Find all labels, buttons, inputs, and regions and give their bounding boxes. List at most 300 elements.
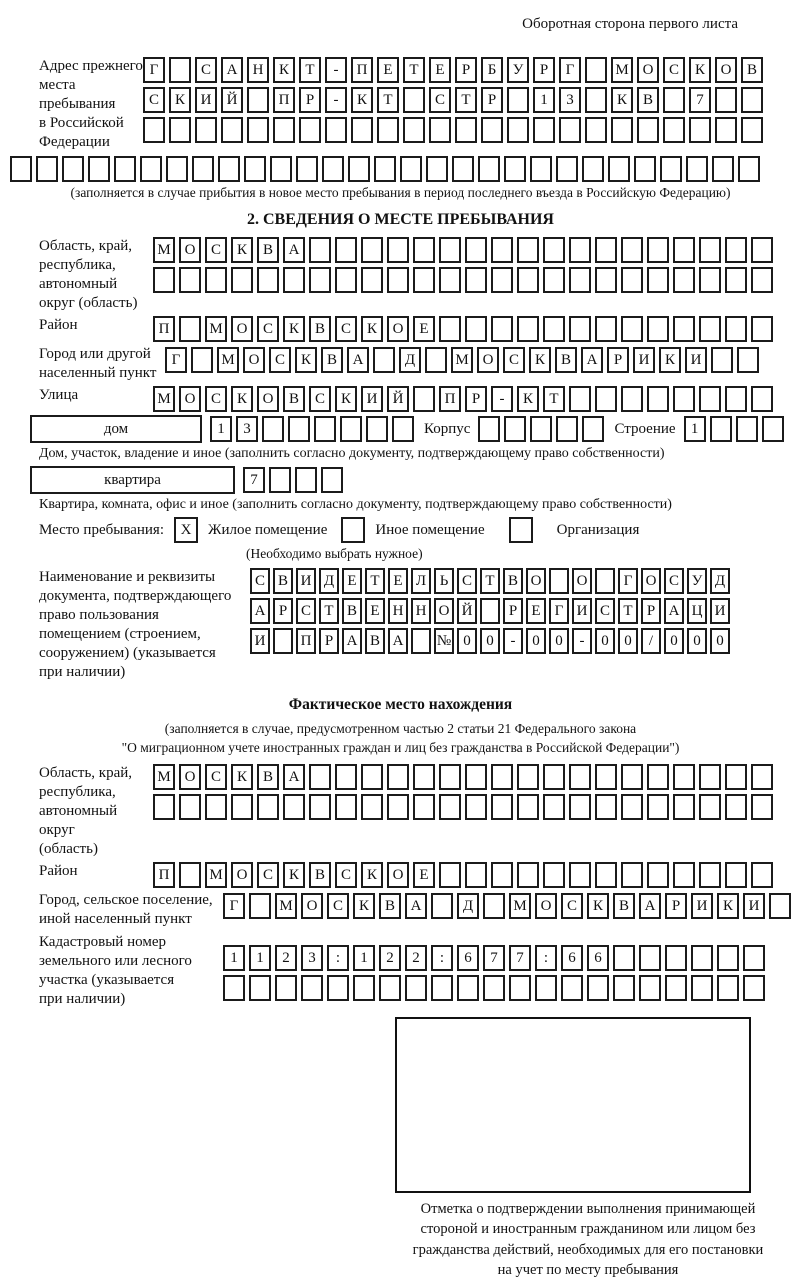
char-cell: У xyxy=(507,57,529,83)
char-cell xyxy=(377,117,399,143)
char-cell xyxy=(582,416,604,442)
char-cell: К xyxy=(231,764,253,790)
char-cell: А xyxy=(581,347,603,373)
char-cell: Л xyxy=(411,568,431,594)
prev-address-rows xyxy=(143,57,767,143)
char-cell: С xyxy=(257,862,279,888)
prev-address-row-1 xyxy=(143,57,767,83)
char-cell xyxy=(296,156,318,182)
char-cell: 0 xyxy=(710,628,730,654)
char-cell xyxy=(585,57,607,83)
char-cell: О xyxy=(477,347,499,373)
char-cell: 0 xyxy=(595,628,615,654)
label-line: на учет по месту пребывания xyxy=(497,1261,679,1278)
label-line: Область, край, xyxy=(39,765,133,781)
char-cell: К xyxy=(351,87,373,113)
char-cell: М xyxy=(153,764,175,790)
char-cell: Й xyxy=(457,598,477,624)
char-cell xyxy=(439,267,461,293)
label-line: Город или другой xyxy=(39,346,151,362)
label-line: Федерации xyxy=(39,134,110,150)
char-cell xyxy=(309,267,331,293)
char-cell xyxy=(169,117,191,143)
char-cell xyxy=(595,862,617,888)
char-cell xyxy=(439,316,461,342)
actual-city-field xyxy=(8,891,793,929)
label-line: право пользования xyxy=(39,607,159,623)
house-number-cells xyxy=(210,416,418,442)
char-cell xyxy=(322,156,344,182)
label-line: Наименование и реквизиты xyxy=(39,569,216,585)
char-cell: В xyxy=(321,347,343,373)
char-cell xyxy=(710,416,732,442)
char-cell: 3 xyxy=(301,945,323,971)
char-cell: Е xyxy=(388,568,408,594)
char-cell: О xyxy=(535,893,557,919)
char-cell: У xyxy=(687,568,707,594)
label-line: сооружением) (указывается xyxy=(39,645,216,661)
char-cell xyxy=(691,975,713,1001)
char-cell xyxy=(717,975,739,1001)
label-line: места пребывания xyxy=(39,77,116,112)
region-field xyxy=(8,237,793,313)
char-cell xyxy=(725,237,747,263)
char-cell xyxy=(751,237,773,263)
char-cell xyxy=(270,156,292,182)
char-cell xyxy=(205,267,227,293)
char-cell xyxy=(647,862,669,888)
char-cell xyxy=(517,862,539,888)
char-cell xyxy=(751,267,773,293)
char-cell xyxy=(595,267,617,293)
char-cell: 6 xyxy=(587,945,609,971)
char-cell: Т xyxy=(299,57,321,83)
char-cell xyxy=(569,764,591,790)
char-cell: 6 xyxy=(457,945,479,971)
char-cell xyxy=(595,386,617,412)
char-cell: 7 xyxy=(689,87,711,113)
apartment-cells xyxy=(243,467,347,493)
char-cell: Е xyxy=(413,316,435,342)
char-cell xyxy=(613,975,635,1001)
checkbox-residential: X xyxy=(174,517,198,543)
actual-district-label: Район xyxy=(39,863,78,879)
char-cell: Г xyxy=(618,568,638,594)
char-cell xyxy=(465,764,487,790)
char-cell xyxy=(621,267,643,293)
char-cell xyxy=(639,945,661,971)
char-cell xyxy=(257,794,279,820)
char-cell xyxy=(179,794,201,820)
label-line: округ (область) xyxy=(39,295,138,311)
option-residential-label: Жилое помещение xyxy=(208,521,328,538)
actual-region-row-1 xyxy=(153,764,777,790)
char-cell xyxy=(647,267,669,293)
char-cell: Р xyxy=(665,893,687,919)
char-cell xyxy=(549,568,569,594)
char-cell xyxy=(179,862,201,888)
char-cell: К xyxy=(335,386,357,412)
char-cell xyxy=(387,267,409,293)
char-cell: И xyxy=(710,598,730,624)
char-cell: Т xyxy=(543,386,565,412)
char-cell xyxy=(114,156,136,182)
street-field xyxy=(8,386,793,412)
label-line: при наличии) xyxy=(39,664,126,680)
char-cell xyxy=(517,764,539,790)
char-cell: О xyxy=(526,568,546,594)
char-cell: - xyxy=(503,628,523,654)
char-cell xyxy=(223,975,245,1001)
korpus-cells xyxy=(478,416,608,442)
char-cell: А xyxy=(250,598,270,624)
confirmation-mark-box xyxy=(395,1017,751,1193)
char-cell xyxy=(465,794,487,820)
char-cell: А xyxy=(342,628,362,654)
char-cell xyxy=(439,764,461,790)
char-cell: К xyxy=(587,893,609,919)
char-cell xyxy=(517,316,539,342)
char-cell: К xyxy=(273,57,295,83)
char-cell: В xyxy=(555,347,577,373)
char-cell: С xyxy=(327,893,349,919)
char-cell xyxy=(465,316,487,342)
char-cell: 3 xyxy=(236,416,258,442)
char-cell: В xyxy=(379,893,401,919)
char-cell xyxy=(556,416,578,442)
char-cell xyxy=(373,347,395,373)
char-cell: В xyxy=(637,87,659,113)
char-cell: 1 xyxy=(353,945,375,971)
char-cell xyxy=(366,416,388,442)
street-label: Улица xyxy=(39,387,79,403)
char-cell: В xyxy=(283,386,305,412)
char-cell: К xyxy=(283,862,305,888)
char-cell: Т xyxy=(319,598,339,624)
char-cell: Е xyxy=(526,598,546,624)
label-line: гражданства действий, необходимых для его постановки xyxy=(412,1241,764,1258)
char-cell xyxy=(269,467,291,493)
char-cell xyxy=(321,467,343,493)
char-cell: С xyxy=(664,568,684,594)
char-cell xyxy=(36,156,58,182)
char-cell: О xyxy=(231,862,253,888)
char-cell xyxy=(179,316,201,342)
char-cell xyxy=(273,117,295,143)
char-cell xyxy=(569,794,591,820)
char-cell: С xyxy=(561,893,583,919)
char-cell xyxy=(582,156,604,182)
actual-city-label xyxy=(8,891,223,929)
district-label: Район xyxy=(39,317,78,333)
char-cell: В xyxy=(309,862,331,888)
label-line: населенный пункт xyxy=(39,365,157,381)
label-line: республика, xyxy=(39,784,116,800)
char-cell xyxy=(491,316,513,342)
char-cell xyxy=(556,156,578,182)
option-other-premises-label: Иное помещение xyxy=(375,521,485,538)
char-cell: М xyxy=(205,316,227,342)
char-cell xyxy=(413,764,435,790)
char-cell: В xyxy=(503,568,523,594)
char-cell xyxy=(205,794,227,820)
apartment-type-box: квартира xyxy=(30,466,235,494)
char-cell xyxy=(283,794,305,820)
char-cell xyxy=(751,862,773,888)
char-cell xyxy=(153,794,175,820)
char-cell: С xyxy=(205,764,227,790)
char-cell: О xyxy=(301,893,323,919)
char-cell: К xyxy=(611,87,633,113)
char-cell: К xyxy=(283,316,305,342)
char-cell: К xyxy=(361,316,383,342)
city-label xyxy=(8,345,165,383)
char-cell xyxy=(249,975,271,1001)
char-cell: С xyxy=(335,862,357,888)
char-cell: С xyxy=(457,568,477,594)
char-cell: С xyxy=(663,57,685,83)
char-cell xyxy=(673,237,695,263)
char-cell xyxy=(351,117,373,143)
city-row xyxy=(165,347,763,373)
char-cell xyxy=(660,156,682,182)
char-cell xyxy=(335,237,357,263)
char-cell xyxy=(478,416,500,442)
char-cell xyxy=(10,156,32,182)
char-cell xyxy=(673,386,695,412)
char-cell xyxy=(244,156,266,182)
char-cell: 3 xyxy=(559,87,581,113)
actual-region-rows xyxy=(153,764,777,820)
korpus-label: Корпус xyxy=(424,420,471,437)
char-cell: П xyxy=(153,316,175,342)
prev-address-row-2 xyxy=(143,87,767,113)
char-cell xyxy=(543,862,565,888)
char-cell xyxy=(530,416,552,442)
char-cell xyxy=(673,862,695,888)
char-cell: К xyxy=(361,862,383,888)
char-cell xyxy=(665,975,687,1001)
char-cell xyxy=(595,568,615,594)
char-cell: Т xyxy=(455,87,477,113)
char-cell xyxy=(543,267,565,293)
document-label xyxy=(8,568,250,682)
char-cell: В xyxy=(741,57,763,83)
char-cell: К xyxy=(231,237,253,263)
char-cell: Т xyxy=(480,568,500,594)
char-cell: Р xyxy=(481,87,503,113)
cadastral-rows xyxy=(223,945,769,1001)
char-cell: Н xyxy=(411,598,431,624)
char-cell: 1 xyxy=(210,416,232,442)
char-cell xyxy=(569,386,591,412)
label-line: Отметка о подтверждении выполнения принимающей xyxy=(420,1201,756,1217)
char-cell: О xyxy=(257,386,279,412)
char-cell xyxy=(517,794,539,820)
char-cell xyxy=(725,316,747,342)
char-cell xyxy=(413,237,435,263)
char-cell: Д xyxy=(399,347,421,373)
char-cell: Й xyxy=(387,386,409,412)
char-cell: В xyxy=(342,598,362,624)
char-cell xyxy=(429,117,451,143)
char-cell xyxy=(309,237,331,263)
char-cell: С xyxy=(250,568,270,594)
char-cell: С xyxy=(257,316,279,342)
char-cell xyxy=(611,117,633,143)
char-cell xyxy=(762,416,784,442)
cadastral-field xyxy=(8,933,793,1009)
char-cell: 7 xyxy=(509,945,531,971)
char-cell xyxy=(569,237,591,263)
char-cell: 1 xyxy=(249,945,271,971)
char-cell: С xyxy=(429,87,451,113)
char-cell: П xyxy=(439,386,461,412)
char-cell xyxy=(621,237,643,263)
char-cell: В xyxy=(257,237,279,263)
char-cell: С xyxy=(205,237,227,263)
char-cell: Т xyxy=(377,87,399,113)
char-cell xyxy=(392,416,414,442)
char-cell xyxy=(379,975,401,1001)
char-cell xyxy=(301,975,323,1001)
char-cell xyxy=(751,794,773,820)
char-cell xyxy=(361,764,383,790)
label-line: иной населенный пункт xyxy=(39,911,192,927)
char-cell: Р xyxy=(319,628,339,654)
char-cell xyxy=(712,156,734,182)
char-cell xyxy=(715,87,737,113)
char-cell: 2 xyxy=(275,945,297,971)
char-cell xyxy=(559,117,581,143)
char-cell: А xyxy=(639,893,661,919)
char-cell xyxy=(439,237,461,263)
char-cell xyxy=(725,794,747,820)
char-cell xyxy=(504,416,526,442)
char-cell xyxy=(295,467,317,493)
prev-address-field xyxy=(8,57,793,152)
char-cell: Р xyxy=(503,598,523,624)
actual-district-field xyxy=(8,862,793,888)
char-cell xyxy=(491,237,513,263)
char-cell xyxy=(561,975,583,1001)
char-cell: М xyxy=(217,347,239,373)
char-cell: Т xyxy=(618,598,638,624)
char-cell xyxy=(595,794,617,820)
char-cell xyxy=(353,975,375,1001)
label-line: автономный xyxy=(39,276,118,292)
char-cell: 0 xyxy=(664,628,684,654)
char-cell xyxy=(169,57,191,83)
char-cell: О xyxy=(641,568,661,594)
char-cell: А xyxy=(388,628,408,654)
char-cell xyxy=(699,267,721,293)
char-cell xyxy=(491,267,513,293)
char-cell: Й xyxy=(221,87,243,113)
char-cell: № xyxy=(434,628,454,654)
char-cell xyxy=(504,156,526,182)
label-line: участка (указывается xyxy=(39,972,175,988)
char-cell: 2 xyxy=(379,945,401,971)
char-cell: И xyxy=(572,598,592,624)
char-cell xyxy=(361,794,383,820)
char-cell: Г xyxy=(165,347,187,373)
char-cell: С xyxy=(269,347,291,373)
char-cell xyxy=(647,237,669,263)
document-field xyxy=(8,568,793,682)
char-cell: 7 xyxy=(483,945,505,971)
char-cell: 0 xyxy=(480,628,500,654)
char-cell xyxy=(665,945,687,971)
apartment-caption: Квартира, комната, офис и иное (заполнить согласно документу, подтверждающему право собственности) xyxy=(39,497,672,512)
city-field xyxy=(8,345,793,383)
char-cell: О xyxy=(434,598,454,624)
char-cell xyxy=(231,794,253,820)
char-cell: С xyxy=(195,57,217,83)
char-cell xyxy=(273,628,293,654)
char-cell xyxy=(262,416,284,442)
char-cell: М xyxy=(153,237,175,263)
char-cell xyxy=(637,117,659,143)
char-cell: И xyxy=(361,386,383,412)
char-cell xyxy=(299,117,321,143)
prev-address-caption: (заполняется в случае прибытия в новое место пребывания в период последнего въезда в Российскую Федерацию) xyxy=(70,185,731,200)
char-cell xyxy=(348,156,370,182)
stay-type-row xyxy=(39,517,793,543)
char-cell: Р xyxy=(607,347,629,373)
char-cell: : xyxy=(327,945,349,971)
district-row xyxy=(153,316,777,342)
char-cell: И xyxy=(195,87,217,113)
char-cell: 7 xyxy=(243,467,265,493)
house-type-box: дом xyxy=(30,415,202,443)
char-cell xyxy=(699,316,721,342)
stay-type-hint: (Необходимо выбрать нужное) xyxy=(246,546,423,561)
label-line: в Российской xyxy=(39,115,124,131)
char-cell xyxy=(743,945,765,971)
char-cell xyxy=(751,386,773,412)
char-cell: В xyxy=(273,568,293,594)
char-cell xyxy=(608,156,630,182)
char-cell xyxy=(569,862,591,888)
char-cell: Е xyxy=(377,57,399,83)
char-cell: В xyxy=(365,628,385,654)
char-cell xyxy=(509,975,531,1001)
char-cell xyxy=(725,764,747,790)
char-cell xyxy=(413,386,435,412)
char-cell xyxy=(663,87,685,113)
char-cell xyxy=(741,87,763,113)
char-cell: М xyxy=(451,347,473,373)
char-cell xyxy=(88,156,110,182)
char-cell: Р xyxy=(641,598,661,624)
label-line: помещением (строением, xyxy=(39,626,201,642)
stroenie-cells xyxy=(684,416,788,442)
actual-location-caption-2: "О миграционном учете иностранных граждан и лиц без гражданства в Российской Федерации") xyxy=(121,740,680,755)
char-cell xyxy=(361,237,383,263)
char-cell: К xyxy=(353,893,375,919)
char-cell xyxy=(481,117,503,143)
char-cell xyxy=(543,764,565,790)
stay-type-label: Место пребывания: xyxy=(39,521,164,538)
char-cell: И xyxy=(250,628,270,654)
char-cell: Р xyxy=(465,386,487,412)
char-cell: Ь xyxy=(434,568,454,594)
char-cell: В xyxy=(613,893,635,919)
char-cell: Е xyxy=(365,598,385,624)
char-cell xyxy=(478,156,500,182)
char-cell xyxy=(413,794,435,820)
